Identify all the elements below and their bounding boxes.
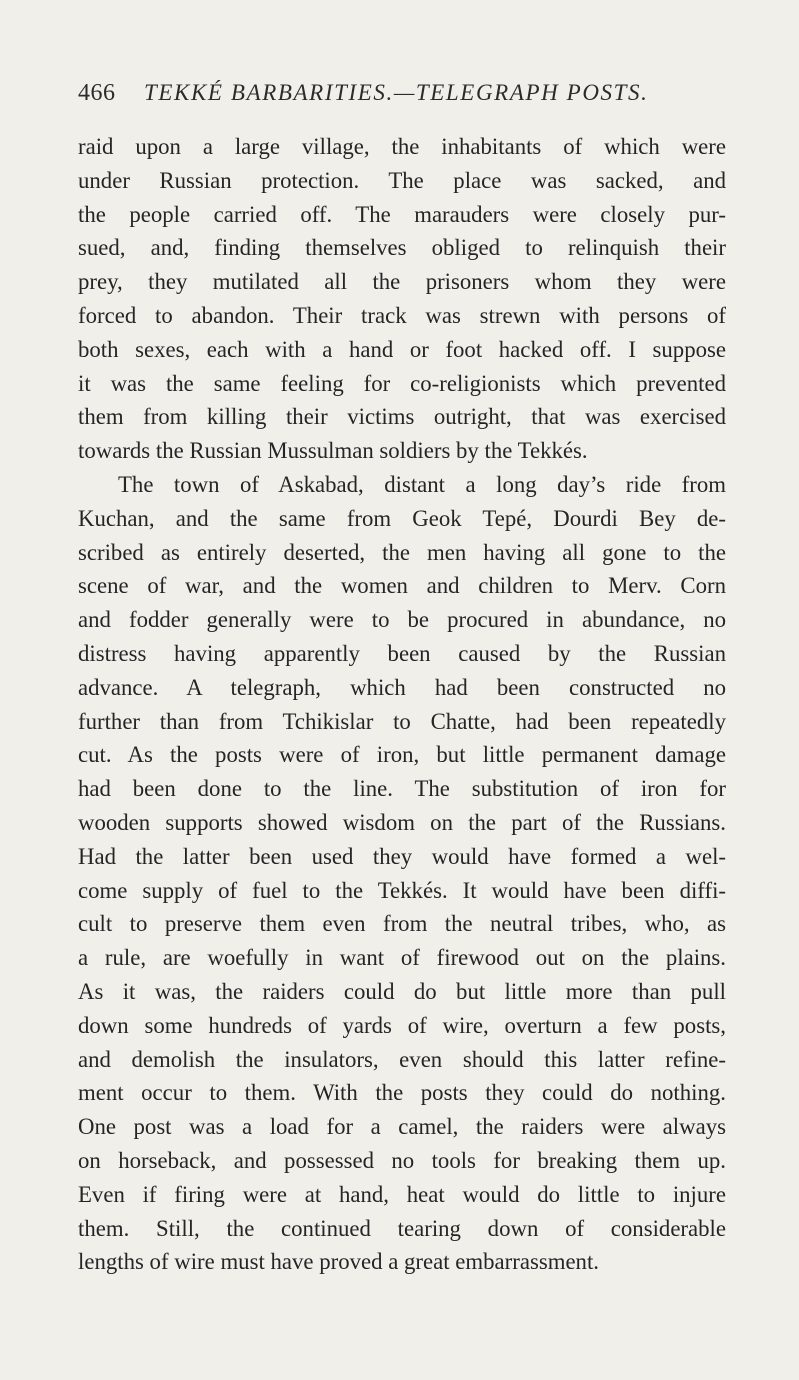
text-line: Had the latter been used they would have formed a wel- xyxy=(78,843,726,869)
text-line: come supply of fuel to the Tekkés. It would have been diffi- xyxy=(78,877,726,903)
text-line: it was the same feeling for co-religionists which prevented xyxy=(78,370,726,396)
text-line: forced to abandon. Their track was strewn with persons of xyxy=(78,302,726,328)
body-text xyxy=(78,130,726,1279)
text-line: under Russian protection. The place was sacked, and xyxy=(78,167,726,193)
text-line: a rule, are woefully in want of firewood out on the plains. xyxy=(78,945,726,971)
text-line: advance. A telegraph, which had been constructed no xyxy=(78,674,726,700)
text-line: Even if firing were at hand, heat would do little to injure xyxy=(78,1181,726,1207)
text-line: Kuchan, and the same from Geok Tepé, Dourdi Bey de- xyxy=(78,505,726,531)
text-line: on horseback, and possessed no tools for breaking them up. xyxy=(78,1147,726,1173)
text-line: the people carried off. The marauders were closely pur- xyxy=(78,201,726,227)
text-line: down some hundreds of yards of wire, overturn a few posts, xyxy=(78,1012,726,1038)
text-line: raid upon a large village, the inhabitants of which were xyxy=(78,134,726,159)
text-line: One post was a load for a camel, the raiders were always xyxy=(78,1114,726,1140)
text-line: scribed as entirely deserted, the men having all gone to the xyxy=(78,539,726,565)
text-line: cut. As the posts were of iron, but little permanent damage xyxy=(78,742,726,768)
text-line: wooden supports showed wisdom on the part of the Russians. xyxy=(78,809,726,835)
text-line: distress having apparently been caused by the Russian xyxy=(78,640,726,666)
text-line: and fodder generally were to be procured in abundance, no xyxy=(78,607,726,633)
text-line: and demolish the insulators, even should this latter refine- xyxy=(78,1046,726,1072)
text-line: cult to preserve them even from the neutral tribes, who, as xyxy=(78,911,726,937)
text-line: them. Still, the continued tearing down of considerable xyxy=(78,1215,726,1241)
text-line: further than from Tchikislar to Chatte, had been repeatedly xyxy=(78,708,726,734)
text-line: scene of war, and the women and children to Merv. Corn xyxy=(78,573,726,599)
running-head: TEKKÉ BARBARITIES.—TELEGRAPH POSTS. xyxy=(144,80,649,105)
text-line: had been done to the line. The substitution of iron for xyxy=(78,776,726,802)
text-line: both sexes, each with a hand or foot hacked off. I suppose xyxy=(78,336,726,362)
text-line: As it was, the raiders could do but little more than pull xyxy=(78,978,726,1004)
text-line: them from killing their victims outright, that was exercised xyxy=(78,404,726,430)
text-line: prey, they mutilated all the prisoners whom they were xyxy=(78,269,726,295)
text-line: towards the Russian Mussulman soldiers by the Tekkés. xyxy=(78,438,588,464)
page-number: 466 xyxy=(78,80,116,106)
text-line: ment occur to them. With the posts they could do nothing. xyxy=(78,1080,726,1106)
text-line: The town of Askabad, distant a long day’s ride from xyxy=(118,471,726,497)
text-line: sued, and, finding themselves obliged to relinquish their xyxy=(78,235,726,261)
text-line: lengths of wire must have proved a great embarrassment. xyxy=(78,1249,599,1275)
page-header xyxy=(78,80,728,114)
